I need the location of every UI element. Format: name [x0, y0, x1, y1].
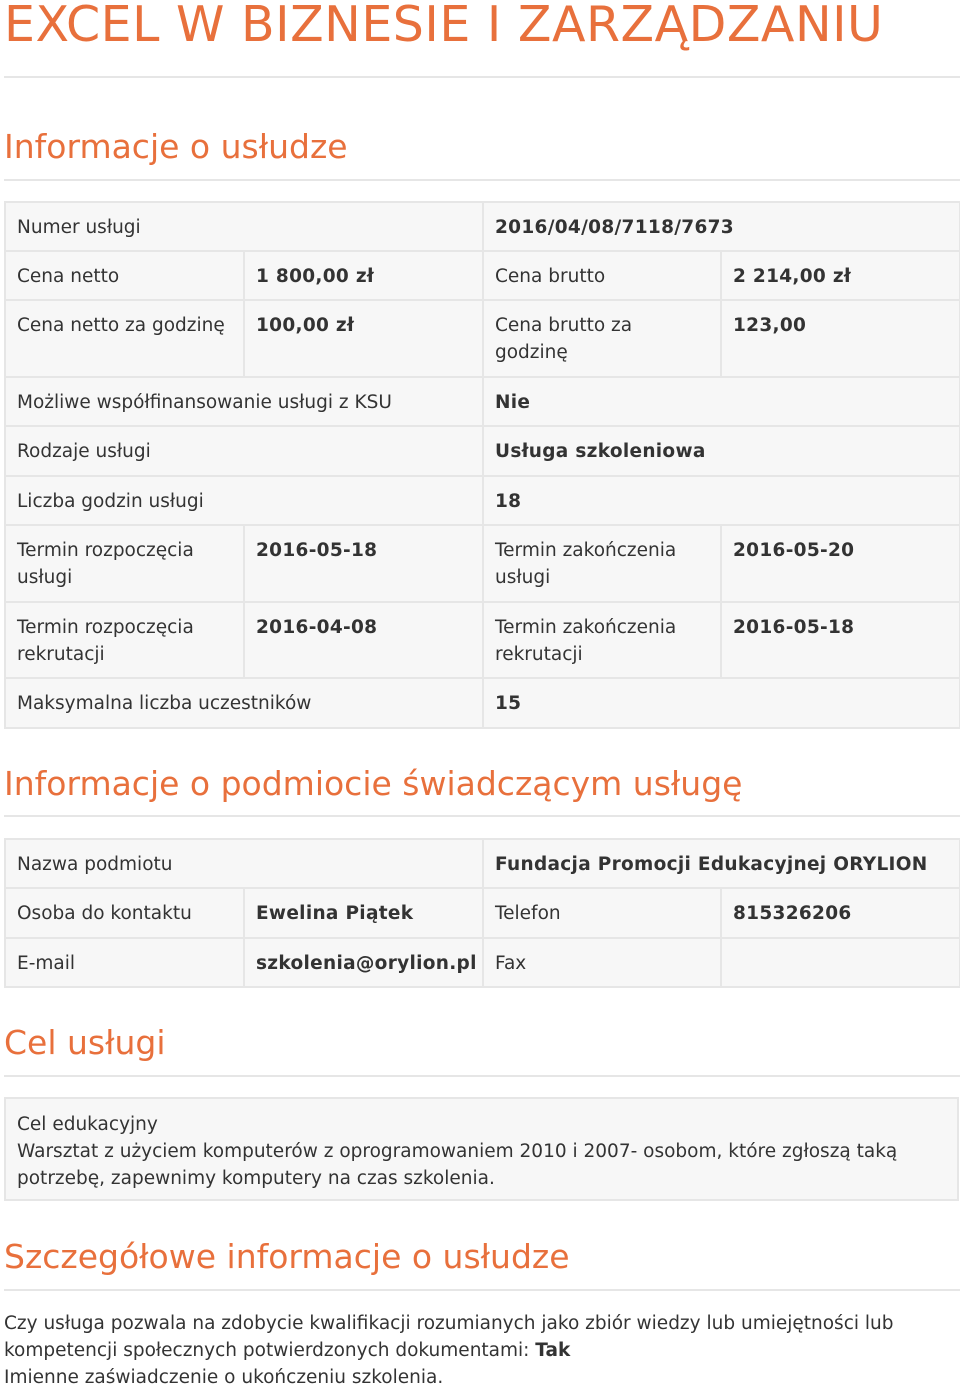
row-provider-name	[5, 839, 960, 888]
service-info-table	[4, 201, 960, 729]
divider	[4, 179, 960, 181]
fax-label: Fax	[483, 938, 721, 987]
phone-value: 815326206	[721, 888, 960, 938]
row-service-dates	[5, 525, 960, 602]
section-title-service-info: Informacje o usłudze	[4, 127, 348, 166]
divider	[4, 1075, 960, 1077]
certificate-text: Imienne zaświadczenie o ukończeniu szkolenia.	[4, 1367, 444, 1388]
row-hours	[5, 476, 960, 525]
section-title-goal: Cel usługi	[4, 1023, 166, 1062]
service-number-value: 2016/04/08/7118/7673	[483, 202, 960, 251]
max-participants-value: 15	[483, 678, 960, 728]
divider	[4, 815, 960, 817]
qualification-question-text: Czy usługa pozwala na zdobycie kwalifikacji rozumianych jako zbiór wiedzy lub umiejętności lub kompetencji społecznych potwierdzonych dokumentami:	[4, 1313, 894, 1361]
net-price-label: Cena netto	[5, 251, 244, 300]
row-email-fax	[5, 938, 960, 987]
row-hourly-prices	[5, 300, 960, 377]
gross-price-value: 2 214,00 zł	[721, 251, 960, 300]
page-title: EXCEL W BIZNESIE I ZARZĄDZANIU	[4, 0, 884, 53]
gross-hour-price-value: 123,00	[721, 300, 960, 377]
service-start-label: Termin rozpoczęcia usługi	[5, 525, 244, 602]
row-service-number	[5, 202, 960, 251]
service-start-value: 2016-05-18	[244, 525, 483, 602]
row-prices	[5, 251, 960, 300]
goal-text: Warsztat z użyciem komputerów z oprogramowaniem 2010 i 2007- osobom, które zgłoszą taką potrzebę, zapewnimy komputery na czas szkolenia.	[17, 1141, 898, 1189]
hours-label: Liczba godzin usługi	[5, 476, 483, 525]
fax-value	[721, 938, 960, 987]
divider	[4, 1289, 960, 1291]
contact-person-label: Osoba do kontaktu	[5, 888, 244, 938]
net-hour-price-label: Cena netto za godzinę	[5, 300, 244, 377]
row-cofinancing	[5, 377, 960, 426]
gross-hour-price-label: Cena brutto za godzinę	[483, 300, 721, 377]
email-value: szkolenia@orylion.pl	[244, 938, 483, 987]
hours-value: 18	[483, 476, 960, 525]
details-block	[4, 1310, 954, 1391]
gross-price-label: Cena brutto	[483, 251, 721, 300]
section-title-provider-info: Informacje o podmiocie świadczącym usługę	[4, 764, 743, 803]
provider-name-label: Nazwa podmiotu	[5, 839, 483, 888]
cofinancing-value: Nie	[483, 377, 960, 426]
cofinancing-label: Możliwe współfinansowanie usługi z KSU	[5, 377, 483, 426]
recruitment-start-value: 2016-04-08	[244, 602, 483, 678]
max-participants-label: Maksymalna liczba uczestników	[5, 678, 483, 728]
email-label: E-mail	[5, 938, 244, 987]
section-title-details: Szczegółowe informacje o usłudze	[4, 1237, 570, 1276]
row-recruitment-dates	[5, 602, 960, 678]
goal-label: Cel edukacyjny	[17, 1114, 158, 1135]
qualification-answer: Tak	[535, 1340, 571, 1361]
net-hour-price-value: 100,00 zł	[244, 300, 483, 377]
provider-info-table	[4, 838, 960, 988]
row-contact	[5, 888, 960, 938]
service-types-value: Usługa szkoleniowa	[483, 426, 960, 476]
service-end-label: Termin zakończenia usługi	[483, 525, 721, 602]
row-max-participants	[5, 678, 960, 728]
net-price-value: 1 800,00 zł	[244, 251, 483, 300]
goal-box	[4, 1097, 959, 1201]
service-number-label: Numer usługi	[5, 202, 483, 251]
recruitment-start-label: Termin rozpoczęcia rekrutacji	[5, 602, 244, 678]
recruitment-end-label: Termin zakończenia rekrutacji	[483, 602, 721, 678]
service-end-value: 2016-05-20	[721, 525, 960, 602]
row-service-types	[5, 426, 960, 476]
divider	[4, 76, 960, 78]
service-types-label: Rodzaje usługi	[5, 426, 483, 476]
qualification-question	[4, 1310, 954, 1364]
recruitment-end-value: 2016-05-18	[721, 602, 960, 678]
phone-label: Telefon	[483, 888, 721, 938]
provider-name-link[interactable]: Fundacja Promocji Edukacyjnej ORYLION	[483, 839, 960, 888]
contact-person-value: Ewelina Piątek	[244, 888, 483, 938]
